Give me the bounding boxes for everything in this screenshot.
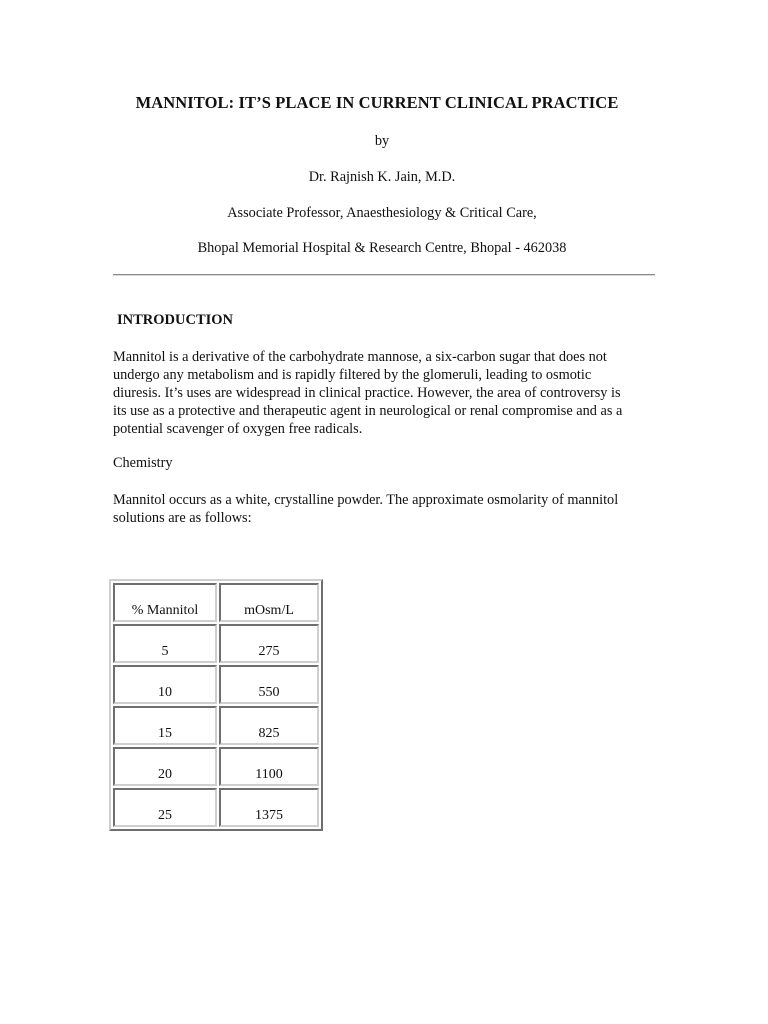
table-row xyxy=(113,624,319,663)
table-cell: 10 xyxy=(113,665,217,704)
table-cell: 15 xyxy=(113,706,217,745)
table-cell: 1100 xyxy=(219,747,319,786)
author-position: Associate Professor, Anaesthesiology & Critical Care, xyxy=(227,205,537,221)
table-header-row xyxy=(113,583,319,622)
table-cell: 25 xyxy=(113,788,217,827)
introduction-heading: INTRODUCTION xyxy=(117,312,234,328)
horizontal-rule xyxy=(113,274,655,276)
document-title: MANNITOL: IT’S PLACE IN CURRENT CLINICAL PRACTICE xyxy=(135,93,619,112)
table-cell: 550 xyxy=(219,665,319,704)
paragraph-line: potential scavenger of oxygen free radicals. xyxy=(113,421,363,437)
paragraph-line: Mannitol is a derivative of the carbohydrate mannose, a six-carbon sugar that does not xyxy=(113,349,607,365)
osmolarity-table xyxy=(109,579,323,831)
paragraph-line: its use as a protective and therapeutic agent in neurological or renal compromise and as a xyxy=(113,403,623,419)
table-cell: 275 xyxy=(219,624,319,663)
paragraph-line: Mannitol occurs as a white, crystalline powder. The approximate osmolarity of mannitol xyxy=(113,492,619,508)
table-cell: 825 xyxy=(219,706,319,745)
paragraph-line: diuresis. It’s uses are widespread in clinical practice. However, the area of controversy is xyxy=(113,385,621,401)
chemistry-heading: Chemistry xyxy=(113,455,173,471)
author-name: Dr. Rajnish K. Jain, M.D. xyxy=(308,169,456,185)
table-row xyxy=(113,706,319,745)
table-row xyxy=(113,788,319,827)
table-cell: 20 xyxy=(113,747,217,786)
byline: by xyxy=(374,133,390,149)
author-institution: Bhopal Memorial Hospital & Research Centre, Bhopal - 462038 xyxy=(197,240,567,256)
table-header-cell: mOsm/L xyxy=(219,583,319,622)
table-cell: 5 xyxy=(113,624,217,663)
paragraph-line: solutions are as follows: xyxy=(113,510,252,526)
introduction-paragraph xyxy=(113,348,669,438)
chemistry-paragraph xyxy=(113,491,669,527)
table-row xyxy=(113,665,319,704)
table-row xyxy=(113,747,319,786)
table-cell: 1375 xyxy=(219,788,319,827)
paragraph-line: undergo any metabolism and is rapidly filtered by the glomeruli, leading to osmotic xyxy=(113,367,592,383)
table-header-cell: % Mannitol xyxy=(113,583,217,622)
